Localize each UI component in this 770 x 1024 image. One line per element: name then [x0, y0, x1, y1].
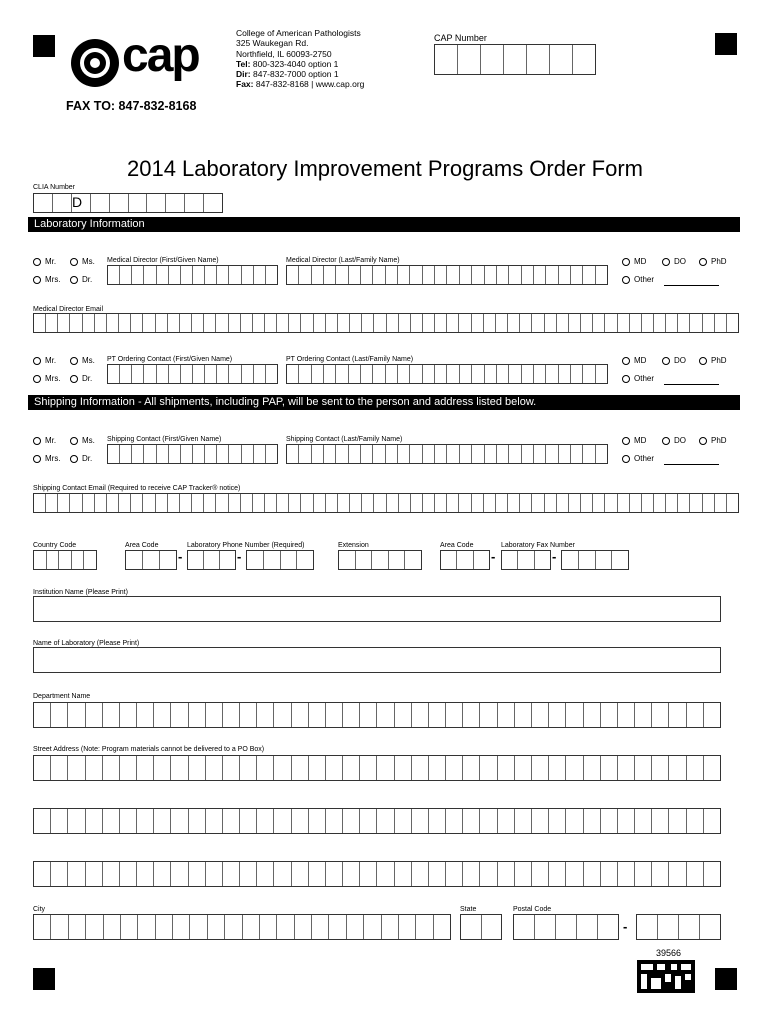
pt-degree-phd[interactable]: PhD [699, 356, 727, 365]
institution-label: Institution Name (Please Print) [33, 589, 128, 596]
area-code-label: Area Code [125, 542, 159, 549]
state-field[interactable] [460, 914, 502, 940]
lab-name-field[interactable] [33, 647, 721, 673]
ship-salutation-mrs[interactable]: Mrs. [33, 454, 61, 463]
section-laboratory-information: Laboratory Information [28, 217, 740, 232]
phone-line-field[interactable] [246, 550, 314, 570]
other-degree-line[interactable] [664, 285, 719, 286]
salutation-mrs[interactable]: Mrs. [33, 275, 61, 284]
registration-mark [715, 968, 737, 990]
address-line-1: 325 Waukegan Rd. [236, 38, 309, 49]
lab-fax-label: Laboratory Fax Number [501, 542, 575, 549]
cap-number-label: CAP Number [434, 33, 487, 43]
street-line-3[interactable] [33, 861, 721, 887]
pt-degree-other[interactable]: Other [622, 374, 654, 383]
registration-mark [715, 33, 737, 55]
phone-prefix-field[interactable] [187, 550, 236, 570]
degree-md[interactable]: MD [622, 257, 646, 266]
ship-first-label: Shipping Contact (First/Given Name) [107, 436, 222, 443]
ship-degree-other[interactable]: Other [622, 454, 654, 463]
registration-mark [33, 35, 55, 57]
fax-line: Fax: 847-832-8168 | www.cap.org [236, 79, 365, 90]
phone-dash-2: - [237, 549, 242, 564]
area-code-field[interactable] [125, 550, 177, 570]
ship-last-label: Shipping Contact (Last/Family Name) [286, 436, 403, 443]
pt-last-field[interactable] [286, 364, 608, 384]
ship-salutation-mr[interactable]: Mr. [33, 436, 56, 445]
pt-degree-do[interactable]: DO [662, 356, 686, 365]
fax-to: FAX TO: 847-832-8168 [66, 99, 197, 113]
postal-dash: - [623, 919, 628, 934]
salutation-mr[interactable]: Mr. [33, 257, 56, 266]
street-line-1[interactable] [33, 755, 721, 781]
med-dir-last-label: Medical Director (Last/Family Name) [286, 257, 400, 264]
org-name: College of American Pathologists [236, 28, 361, 38]
fax-area-code-label: Area Code [440, 542, 474, 549]
lab-phone-label: Laboratory Phone Number (Required) [187, 542, 305, 549]
fax-area-code-field[interactable] [440, 550, 490, 570]
salutation-dr[interactable]: Dr. [70, 275, 92, 284]
fax-dash-2: - [552, 549, 557, 564]
city-field[interactable] [33, 914, 451, 940]
fax-prefix-field[interactable] [501, 550, 551, 570]
cap-number-field[interactable] [434, 44, 596, 75]
country-code-field[interactable] [33, 550, 97, 570]
ship-other-degree-line[interactable] [664, 464, 719, 465]
postal-field[interactable] [513, 914, 619, 940]
extension-label: Extension [338, 542, 369, 549]
address-line-2: Northfield, IL 60093-2750 [236, 48, 332, 59]
department-label: Department Name [33, 693, 91, 700]
fax-dash-1: - [491, 549, 496, 564]
dir-line: Dir: 847-832-7000 option 1 [236, 69, 339, 80]
country-code-label: Country Code [33, 542, 77, 549]
pt-other-degree-line[interactable] [664, 384, 719, 385]
clia-label: CLIA Number [33, 184, 76, 191]
degree-phd[interactable]: PhD [699, 257, 727, 266]
pt-last-label: PT Ordering Contact (Last/Family Name) [286, 356, 414, 363]
city-label: City [33, 906, 46, 913]
lab-name-label: Name of Laboratory (Please Print) [33, 640, 140, 647]
phone-dash-1: - [178, 549, 183, 564]
med-dir-email-field[interactable] [33, 313, 739, 333]
pt-first-label: PT Ordering Contact (First/Given Name) [107, 356, 233, 363]
institution-field[interactable] [33, 596, 721, 622]
ship-salutation-dr[interactable]: Dr. [70, 454, 92, 463]
clia-prefix: D [72, 194, 83, 210]
pt-degree-md[interactable]: MD [622, 356, 646, 365]
barcode-icon [637, 960, 695, 993]
street-line-2[interactable] [33, 808, 721, 834]
form-code: 39566 [656, 948, 682, 958]
registration-mark [33, 968, 55, 990]
ship-last-field[interactable] [286, 444, 608, 464]
ship-degree-do[interactable]: DO [662, 436, 686, 445]
page-title: 2014 Laboratory Improvement Programs Order Form [127, 156, 643, 181]
pt-first-field[interactable] [107, 364, 278, 384]
state-label: State [460, 906, 477, 913]
ship-email-label: Shipping Contact Email (Required to receive CAP Tracker® notice) [33, 485, 241, 492]
ship-degree-phd[interactable]: PhD [699, 436, 727, 445]
med-dir-first-field[interactable] [107, 265, 278, 285]
pt-salutation-mrs[interactable]: Mrs. [33, 374, 61, 383]
pt-salutation-mr[interactable]: Mr. [33, 356, 56, 365]
cap-seal-icon [70, 38, 120, 88]
degree-do[interactable]: DO [662, 257, 686, 266]
extension-field[interactable] [338, 550, 422, 570]
postal-ext-field[interactable] [636, 914, 721, 940]
clia-field[interactable] [33, 193, 223, 213]
ship-degree-md[interactable]: MD [622, 436, 646, 445]
fax-line-field[interactable] [561, 550, 629, 570]
ship-first-field[interactable] [107, 444, 278, 464]
tel-line: Tel: 800-323-4040 option 1 [236, 58, 339, 69]
salutation-ms[interactable]: Ms. [70, 257, 95, 266]
postal-label: Postal Code [513, 906, 552, 913]
street-label: Street Address (Note: Program materials cannot be delivered to a PO Box) [33, 746, 265, 753]
pt-salutation-ms[interactable]: Ms. [70, 356, 95, 365]
med-dir-last-field[interactable] [286, 265, 608, 285]
degree-other[interactable]: Other [622, 275, 654, 284]
cap-logo-text: cap [122, 29, 199, 82]
department-field[interactable] [33, 702, 721, 728]
ship-salutation-ms[interactable]: Ms. [70, 436, 95, 445]
med-dir-email-label: Medical Director Email [33, 306, 104, 313]
med-dir-first-label: Medical Director (First/Given Name) [107, 257, 219, 264]
ship-email-field[interactable] [33, 493, 739, 513]
section-shipping-information: Shipping Information - All shipments, including PAP, will be sent to the person and address listed below. [28, 395, 740, 410]
pt-salutation-dr[interactable]: Dr. [70, 374, 92, 383]
org-address [236, 28, 364, 90]
